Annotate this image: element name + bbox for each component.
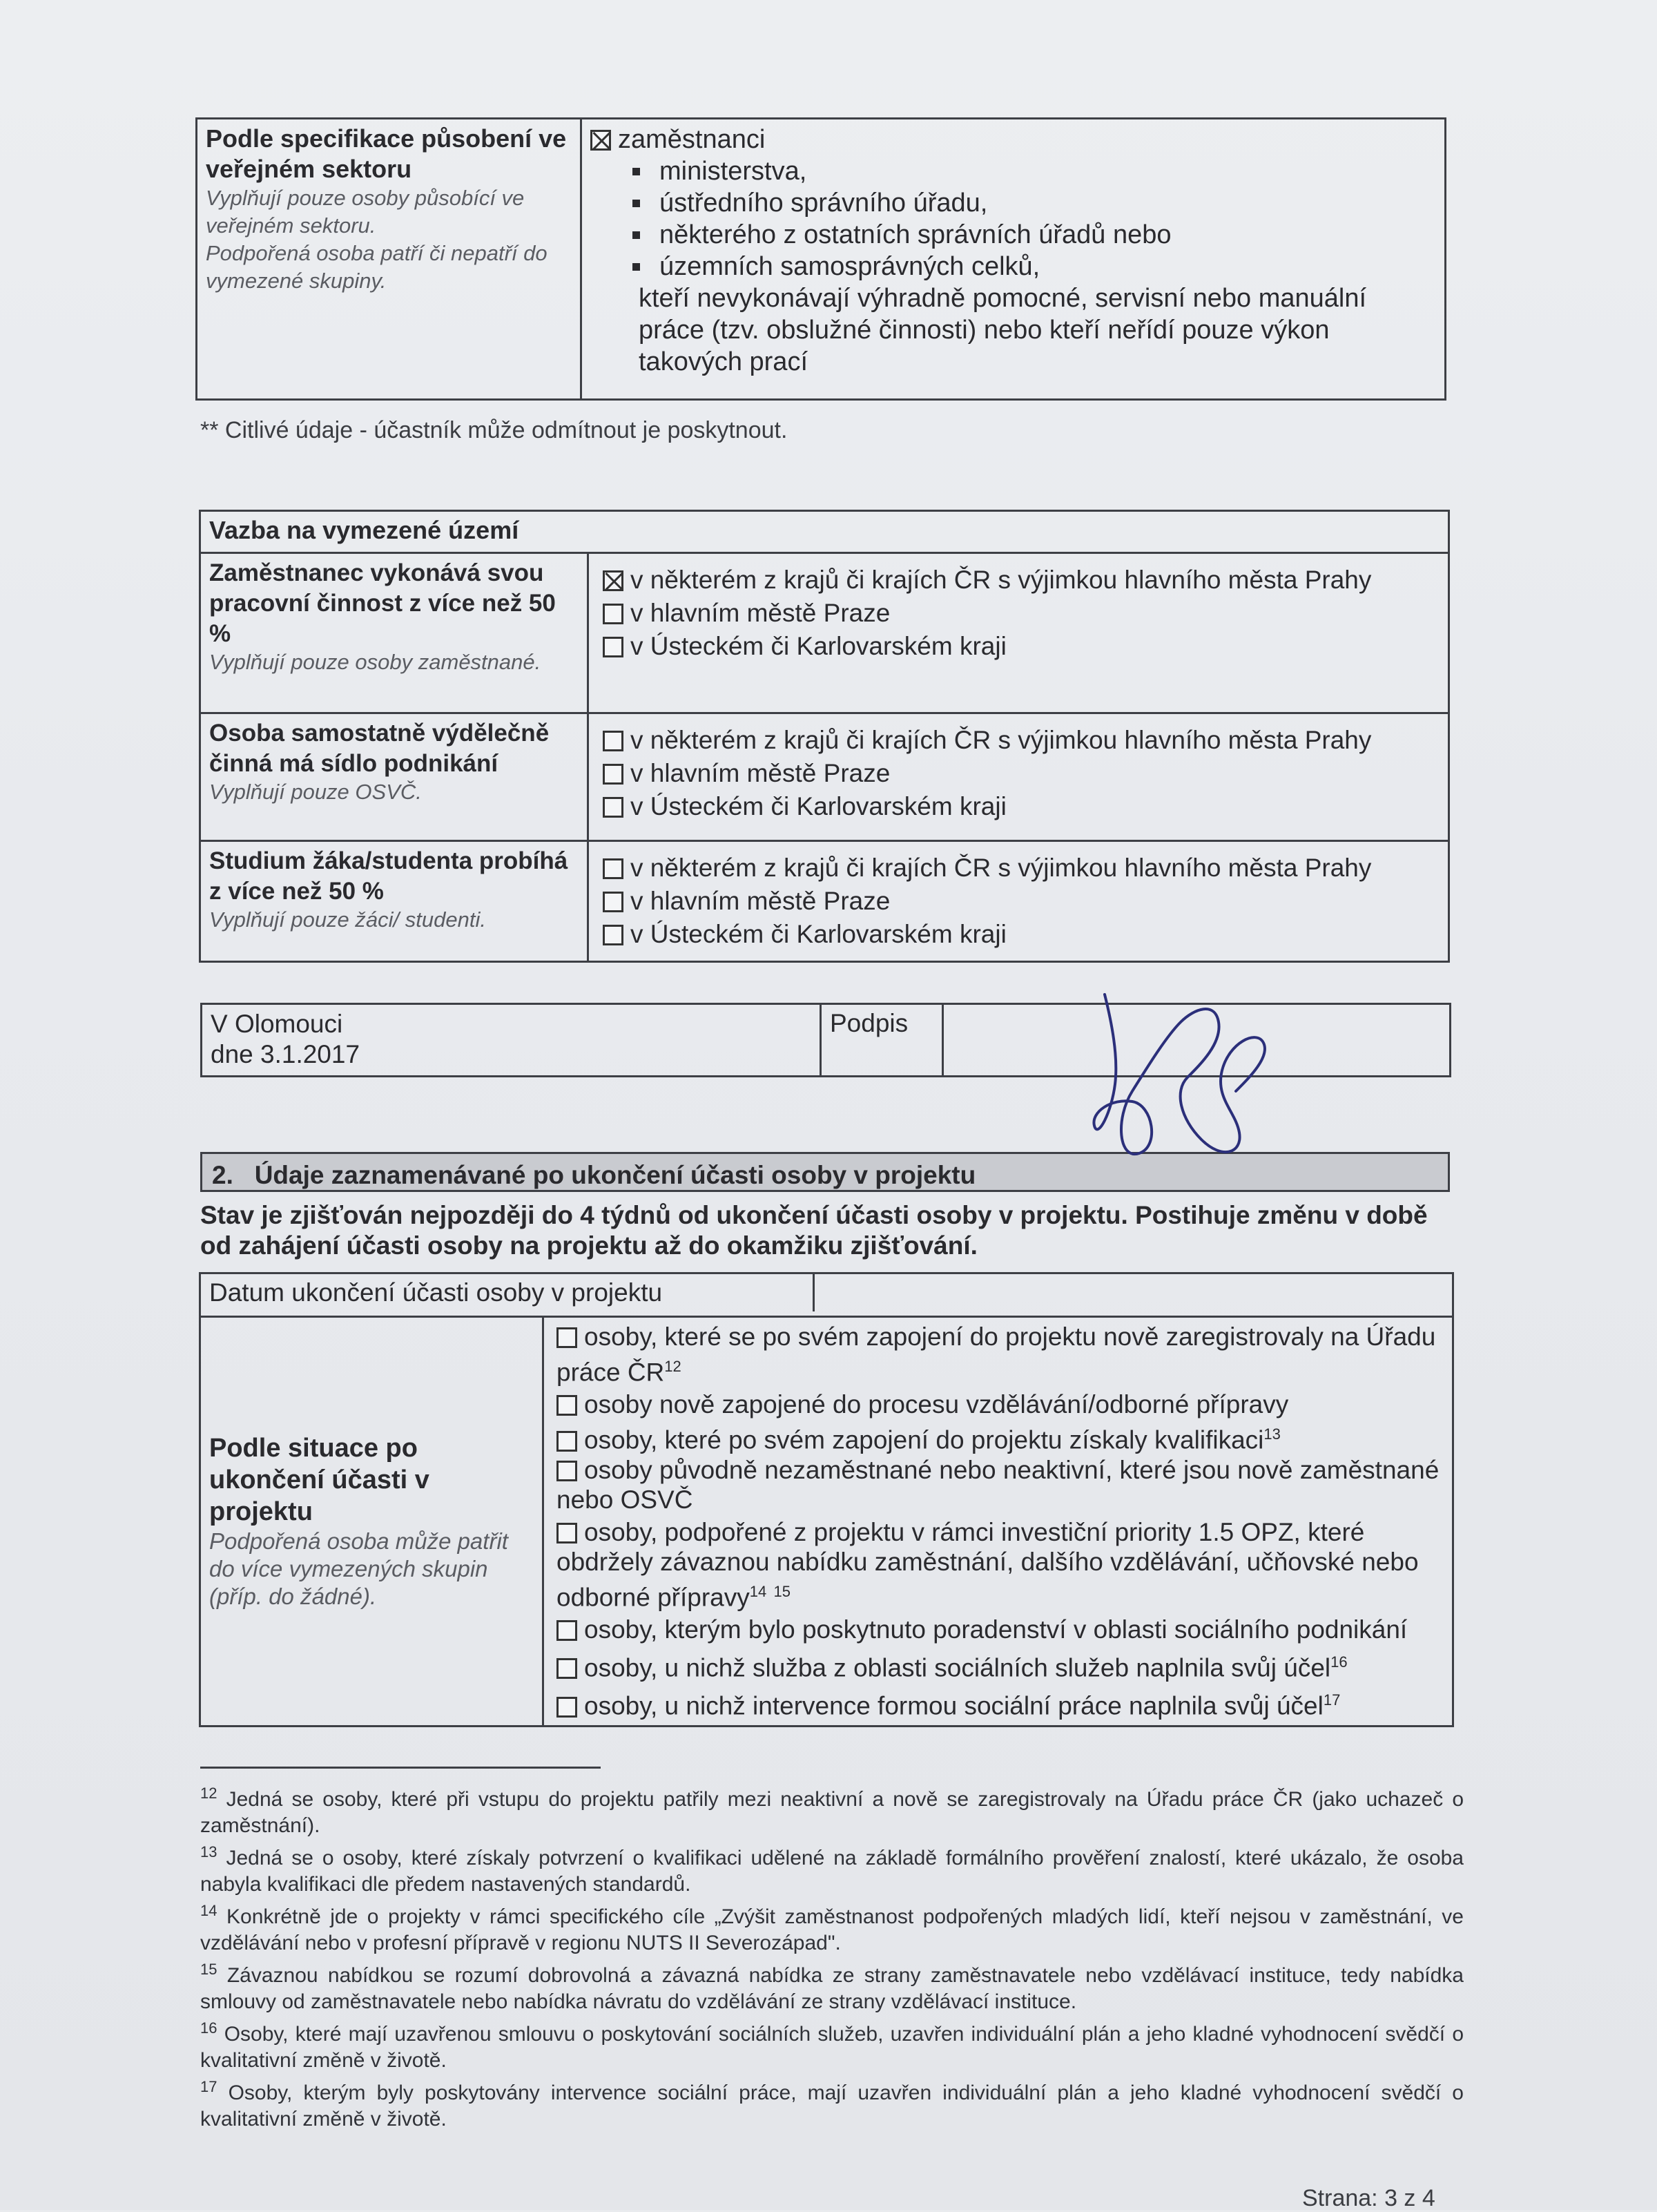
option-label: osoby původně nezaměstnané nebo neaktivní, které jsou nově zaměstnané nebo OSVČ: [556, 1455, 1440, 1514]
checkbox[interactable]: [603, 570, 623, 591]
footnote-number: 13: [200, 1843, 217, 1860]
situation-options-cell: [543, 1317, 1453, 1727]
footnote-14: [200, 1898, 1464, 1956]
footnote-text: Osoby, které mají uzavřenou smlouvu o poskytování sociálních služeb, uzavřen individuální plán a jeho kladné vyhodnocení svědčí o kvalitativní změně v životě.: [200, 2023, 1464, 2072]
public-sector-tail-text: kteří nevykonávají výhradně pomocné, servisní nebo manuální práce (tzv. obslužné činnosti) nebo kteří neřídí pouze výkon takových prací: [639, 284, 1367, 376]
employee-option-regions[interactable]: [603, 564, 1440, 597]
checkbox[interactable]: [556, 1431, 577, 1452]
sensitive-data-note: ** Citlivé údaje - účastník může odmítnout je poskytnout.: [200, 417, 788, 443]
checkbox[interactable]: [603, 925, 623, 945]
option-label: v hlavním městě Praze: [630, 887, 891, 915]
section-2-intro: Stav je zjišťován nejpozději do 4 týdnů od ukončení účasti osoby v projektu. Postihuje změnu v době od zahájení účasti osoby na projektu až do okamžiku zjišťování.: [200, 1201, 1428, 1260]
employees-label: zaměstnanci: [618, 125, 766, 154]
student-title: Studium žáka/studenta probíhá z více než 50 %: [209, 847, 568, 905]
student-option-prague[interactable]: [603, 885, 1440, 918]
public-sector-heading: Podle specifikace působení ve veřejném sektoru: [206, 124, 567, 183]
signature-label: Podpis: [821, 1004, 943, 1077]
checkbox[interactable]: [556, 1697, 577, 1718]
footnote-number: 17: [200, 2078, 217, 2095]
footnote-ref: 12: [664, 1358, 681, 1375]
checkbox[interactable]: [556, 1523, 577, 1543]
section-number: 2.: [212, 1161, 233, 1189]
situation-option-social-business[interactable]: [556, 1615, 1444, 1644]
territory-row-student: [200, 841, 588, 962]
end-date-label: Datum ukončení účasti osoby v projektu: [201, 1274, 815, 1311]
public-sector-options-cell: [581, 119, 1446, 400]
option-label: osoby, kterým bylo poskytnuto poradenství v oblasti sociálního podnikání: [584, 1615, 1408, 1644]
employees-checkbox[interactable]: [590, 130, 611, 151]
checkbox[interactable]: [603, 764, 623, 785]
situation-option-qualification[interactable]: [556, 1419, 1444, 1454]
territory-row-employee: [200, 553, 588, 713]
end-of-participation-table: [199, 1272, 1454, 1727]
footnote-17: [200, 2074, 1464, 2133]
public-sector-table: [195, 117, 1446, 401]
checkbox[interactable]: [603, 731, 623, 751]
bullet-item: ▪ územních samosprávných celků,: [652, 251, 1436, 282]
footnote-ref: 13: [1263, 1425, 1281, 1443]
option-label: v hlavním městě Praze: [630, 599, 891, 627]
situation-option-education[interactable]: [556, 1389, 1444, 1419]
option-label: v hlavním městě Praze: [630, 759, 891, 787]
option-label: v některém z krajů či krajích ČR s výjimkou hlavního města Prahy: [630, 566, 1372, 594]
student-option-regions[interactable]: [603, 852, 1440, 885]
public-sector-label-cell: [197, 119, 581, 400]
situation-note: Podpořená osoba může patřit do více vymezených skupin (příp. do žádné).: [209, 1528, 508, 1609]
end-date-field[interactable]: [815, 1278, 1444, 1307]
end-date-row: [200, 1273, 1453, 1317]
option-label: v Ústeckém či Karlovarském kraji: [630, 920, 1007, 948]
footnote-divider: [200, 1767, 601, 1769]
footnote-ref: 17: [1323, 1691, 1341, 1709]
option-label: osoby, u nichž služba z oblasti sociálních služeb naplnila svůj účel: [584, 1653, 1331, 1682]
footnote-13: [200, 1839, 1464, 1898]
situation-option-employed[interactable]: [556, 1455, 1444, 1514]
situation-title: Podle situace po ukončení účasti v projektu: [209, 1433, 429, 1526]
option-label: v některém z krajů či krajích ČR s výjimkou hlavního města Prahy: [630, 854, 1372, 882]
territory-heading: Vazba na vymezené území: [200, 511, 1449, 553]
public-sector-bullet-list: [590, 155, 1436, 282]
bullet-item: ▪ ústředního správního úřadu,: [652, 187, 1436, 219]
footnote-12: [200, 1780, 1464, 1839]
employee-option-prague[interactable]: [603, 597, 1440, 630]
territory-row-self-employed: [200, 713, 588, 841]
bullet-item: ▪ ministerstva,: [652, 155, 1436, 187]
situation-label-cell: [200, 1317, 543, 1727]
footnote-15: [200, 1956, 1464, 2015]
footnote-number: 14: [200, 1902, 217, 1919]
footnote-text: Konkrétně jde o projekty v rámci specifického cíle „Zvýšit zaměstnanost podpořených mladých lidí, kteří nejsou v zaměstnání, ve vzdělávání nebo v profesní přípravě v regionu NUTS II Severozápad".: [200, 1905, 1464, 1954]
option-label: osoby, podpořené z projektu v rámci investiční priority 1.5 OPZ, které obdržely závaznou nabídku zaměstnání, dalšího vzdělávání, učňovské nebo odborné přípravy: [556, 1517, 1419, 1611]
footnote-text: Jedná se osoby, které při vstupu do projektu patřily mezi neaktivní a nově se zaregistrovaly na Úřadu práce ČR (jako uchazeč o zaměstnání).: [200, 1788, 1464, 1837]
option-label: v některém z krajů či krajích ČR s výjimkou hlavního města Prahy: [630, 726, 1372, 754]
territory-options-employee: [588, 553, 1449, 713]
public-sector-note-2: Podpořená osoba patří či nepatří do vymezené skupiny.: [206, 241, 548, 293]
checkbox[interactable]: [603, 604, 623, 624]
checkbox[interactable]: [556, 1620, 577, 1641]
employee-note: Vyplňují pouze osoby zaměstnané.: [209, 650, 541, 674]
footnote-ref: 14: [749, 1582, 767, 1600]
situation-option-social-services[interactable]: [556, 1647, 1444, 1682]
footnote-number: 16: [200, 2019, 217, 2037]
checkbox[interactable]: [603, 797, 623, 818]
option-label: osoby, u nichž intervence formou sociální práce naplnila svůj účel: [584, 1691, 1324, 1720]
option-label: osoby, které se po svém zapojení do projektu nově zaregistrovaly na Úřadu práce ČR: [556, 1323, 1436, 1387]
checkbox[interactable]: [556, 1395, 577, 1416]
territory-options-student: [588, 841, 1449, 962]
territory-options-self-employed: [588, 713, 1449, 841]
student-option-usti-karlovy-vary[interactable]: [603, 918, 1440, 951]
footnote-text: Jedná se o osoby, které získaly potvrzení o kvalifikaci udělené na základě formálního prověření znalostí, které ukázalo, že osoba nabyla kvalifikaci dle předem nastavených standardů.: [200, 1847, 1464, 1896]
option-label: v Ústeckém či Karlovarském kraji: [630, 792, 1007, 820]
checkbox[interactable]: [603, 858, 623, 879]
option-label: v Ústeckém či Karlovarském kraji: [630, 632, 1007, 660]
employee-option-usti-karlovy-vary[interactable]: [603, 630, 1440, 663]
footnote-ref: 16: [1330, 1653, 1348, 1671]
situation-option-registered[interactable]: [556, 1322, 1444, 1387]
date-text: dne 3.1.2017: [211, 1040, 360, 1068]
employees-option[interactable]: [590, 124, 1436, 155]
section-title: Údaje zaznamenávané po ukončení účasti osoby v projektu: [254, 1161, 976, 1189]
checkbox[interactable]: [603, 892, 623, 912]
checkbox[interactable]: [556, 1461, 577, 1481]
footnote-text: Osoby, kterým byly poskytovány intervence sociální práce, mají uzavřen individuální plán a jeho kladné vyhodnocení svědčí o kvalitativní změně v životě.: [200, 2081, 1464, 2131]
footnotes: [200, 1780, 1464, 2133]
footnote-number: 15: [200, 1961, 217, 1978]
footnote-number: 12: [200, 1785, 217, 1802]
place-text: V Olomouci: [211, 1010, 343, 1038]
footnote-16: [200, 2015, 1464, 2074]
place-date-cell[interactable]: [202, 1004, 821, 1077]
page-number: Strana: 3 z 4: [1302, 2185, 1435, 2211]
option-label: osoby nově zapojené do procesu vzdělávání/odborné přípravy: [584, 1390, 1289, 1419]
checkbox[interactable]: [603, 637, 623, 657]
employee-title: Zaměstnanec vykonává svou pracovní činnost z více než 50 %: [209, 559, 556, 647]
situation-option-social-work[interactable]: [556, 1685, 1444, 1720]
situation-option-binding-offer[interactable]: [556, 1517, 1444, 1612]
self-employed-option-regions[interactable]: [603, 724, 1440, 757]
checkbox[interactable]: [556, 1327, 577, 1348]
bullet-item: ▪ některého z ostatních správních úřadů nebo: [652, 219, 1436, 251]
student-note: Vyplňují pouze žáci/ studenti.: [209, 907, 486, 932]
self-employed-option-prague[interactable]: [603, 757, 1440, 790]
public-sector-note-1: Vyplňují pouze osoby působící ve veřejném sektoru.: [206, 186, 525, 238]
self-employed-note: Vyplňují pouze OSVČ.: [209, 780, 422, 804]
checkbox[interactable]: [556, 1658, 577, 1679]
handwritten-signature: [1084, 981, 1291, 1174]
option-label: osoby, které po svém zapojení do projektu získaly kvalifikaci: [584, 1425, 1264, 1454]
territory-table: [199, 510, 1450, 963]
self-employed-title: Osoba samostatně výdělečně činná má sídlo podnikání: [209, 720, 550, 777]
footnote-ref: 15: [773, 1582, 791, 1600]
self-employed-option-usti-karlovy-vary[interactable]: [603, 790, 1440, 823]
footnote-text: Závaznou nabídkou se rozumí dobrovolná a závazná nabídka ze strany zaměstnavatele nebo vzdělávací instituce, tedy nabídka smlouvy od zaměstnavatele nebo nabídka návratu do vzdělávání ze strany vzdělávací instituce.: [200, 1964, 1464, 2013]
